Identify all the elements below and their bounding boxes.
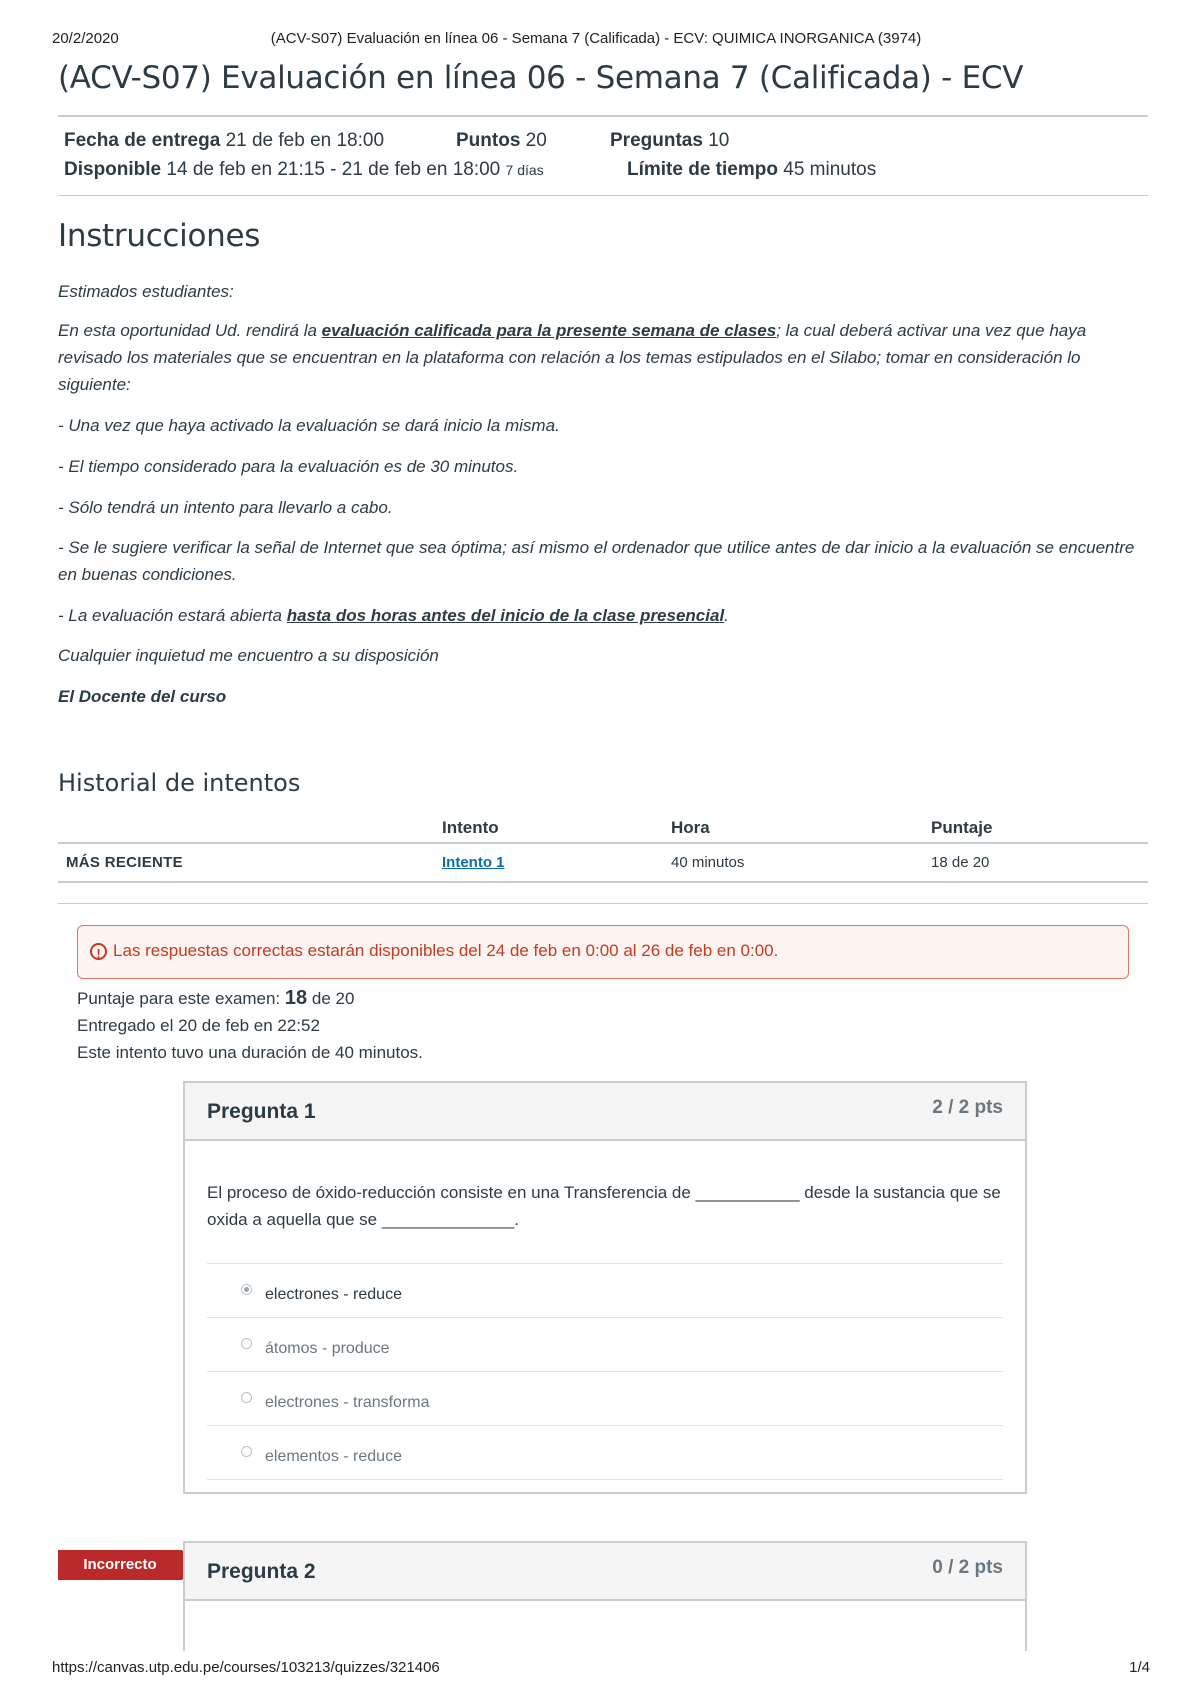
instructions-signature: El Docente del curso — [58, 687, 227, 706]
time-limit-meta — [627, 159, 876, 181]
due-label: Fecha de entrega — [64, 130, 221, 151]
radio-icon[interactable] — [241, 1392, 252, 1403]
score-value: 18 — [284, 987, 308, 1009]
questions-label: Preguntas — [610, 130, 703, 151]
score-line — [77, 985, 423, 1012]
instructions-bullet-4: - Se le sugiere verificar la señal de Internet que sea óptima; así mismo el ordenador que utilice antes de dar inicio a la evaluación se encuentre en buenas condiciones. — [58, 538, 1135, 584]
points-meta — [456, 130, 547, 152]
due-value: 21 de feb en 18:00 — [225, 130, 385, 151]
table-row — [58, 844, 1148, 883]
attempt-link[interactable]: Intento 1 — [442, 854, 505, 871]
history-header-row — [58, 810, 1148, 844]
available-days: 7 días — [505, 162, 544, 178]
print-date: 20/2/2020 — [52, 30, 119, 47]
bullet-5-emphasis: hasta dos horas antes del inicio de la clase presencial — [286, 606, 725, 625]
alert-text: Las respuestas correctas estarán disponibles del 24 de feb en 0:00 al 26 de feb en 0:00. — [113, 941, 779, 960]
bullet-5-end: . — [724, 606, 729, 625]
instructions-closing: Cualquier inquietud me encuentro a su disposición — [58, 646, 439, 665]
column-header-time: Hora — [671, 818, 710, 837]
instructions-heading: Instrucciones — [58, 218, 261, 254]
attempt-score: 18 de 20 — [931, 854, 990, 871]
question-title: Pregunta 2 — [207, 1560, 316, 1583]
questions-value: 10 — [708, 130, 730, 151]
attempt-time: 40 minutos — [671, 854, 745, 871]
time-limit-label: Límite de tiempo — [627, 159, 778, 180]
incorrect-flag: Incorrecto — [58, 1550, 182, 1580]
title-divider — [58, 115, 1148, 117]
points-label: Puntos — [456, 130, 521, 151]
available-meta — [64, 159, 544, 181]
instructions-paragraph — [58, 317, 1148, 398]
column-header-score: Puntaje — [931, 818, 993, 837]
history-heading: Historial de intentos — [58, 769, 301, 797]
quiz-meta-row-1 — [64, 130, 384, 152]
page-title: (ACV-S07) Evaluación en línea 06 - Semana 7 (Calificada) - ECV — [58, 60, 1024, 96]
radio-icon[interactable] — [241, 1338, 252, 1349]
question-card-1 — [183, 1081, 1027, 1494]
score-prefix: Puntaje para este examen: — [77, 989, 285, 1008]
print-url: https://canvas.utp.edu.pe/courses/103213/quizzes/321406 — [52, 1659, 440, 1676]
instructions-emphasis: evaluación calificada para la presente semana de clases — [321, 321, 777, 340]
available-value: 14 de feb en 21:15 - 21 de feb en 18:00 — [166, 159, 501, 180]
question-points: 0 / 2 pts — [932, 1557, 1003, 1578]
page-number: 1/4 — [1129, 1659, 1150, 1676]
bullet-5-text: - La evaluación estará abierta — [58, 606, 287, 625]
submitted-line: Entregado el 20 de feb en 22:52 — [77, 1016, 320, 1035]
question-card-2 — [183, 1541, 1027, 1651]
instructions-bullet-3: - Sólo tendrá un intento para llevarlo a cabo. — [58, 498, 393, 517]
history-divider — [58, 903, 1148, 904]
instructions-text-continued: ; la cual deberá activar una vez que haya revisado los materiales que se encuentran en la plataforma con relación a los temas estipulados en el Silabo; tomar en consideración lo siguiente: — [58, 321, 1087, 394]
answer-option[interactable] — [207, 1372, 1003, 1426]
question-header — [185, 1083, 1025, 1141]
instructions-bullet-2: - El tiempo considerado para la evaluación es de 30 minutos. — [58, 457, 519, 476]
instructions-bullet-5 — [58, 602, 1148, 629]
question-header — [185, 1543, 1025, 1601]
answer-option[interactable] — [207, 1318, 1003, 1372]
question-title: Pregunta 1 — [207, 1100, 316, 1123]
question-text: El proceso de óxido-reducción consiste en una Transferencia de ___________ desde la sustancia que se oxida a aquella que se ______________. — [207, 1183, 1001, 1229]
points-value: 20 — [525, 130, 547, 151]
answer-list — [207, 1263, 1003, 1480]
history-table — [58, 810, 1148, 883]
score-suffix: de 20 — [307, 989, 355, 1008]
answer-label: átomos - produce — [265, 1340, 390, 1357]
question-points: 2 / 2 pts — [932, 1097, 1003, 1118]
instructions-greeting: Estimados estudiantes: — [58, 282, 234, 301]
radio-selected-icon[interactable] — [241, 1284, 252, 1295]
most-recent-label: MÁS RECIENTE — [66, 854, 183, 871]
alert-circle-icon: ! — [90, 943, 107, 960]
print-document-title: (ACV-S07) Evaluación en línea 06 - Semana 7 (Calificada) - ECV: QUIMICA INORGANICA (3974) — [270, 30, 922, 47]
duration-line: Este intento tuvo una duración de 40 minutos. — [77, 1043, 423, 1062]
print-header — [52, 30, 1140, 50]
radio-icon[interactable] — [241, 1446, 252, 1457]
answer-option[interactable] — [207, 1426, 1003, 1480]
instructions-text: En esta oportunidad Ud. rendirá la — [58, 321, 322, 340]
time-limit-value: 45 minutos — [783, 159, 877, 180]
answer-option[interactable] — [207, 1264, 1003, 1318]
answer-label: elementos - reduce — [265, 1448, 402, 1465]
score-summary — [77, 985, 423, 1066]
question-body — [185, 1141, 1025, 1480]
answer-label: electrones - reduce — [265, 1286, 402, 1303]
instructions-bullet-1: - Una vez que haya activado la evaluación se dará inicio la misma. — [58, 416, 560, 435]
answer-label: electrones - transforma — [265, 1394, 430, 1411]
available-label: Disponible — [64, 159, 162, 180]
meta-divider — [58, 195, 1148, 196]
answers-availability-alert — [77, 925, 1129, 979]
questions-meta — [610, 130, 729, 152]
column-header-attempt: Intento — [442, 818, 499, 837]
